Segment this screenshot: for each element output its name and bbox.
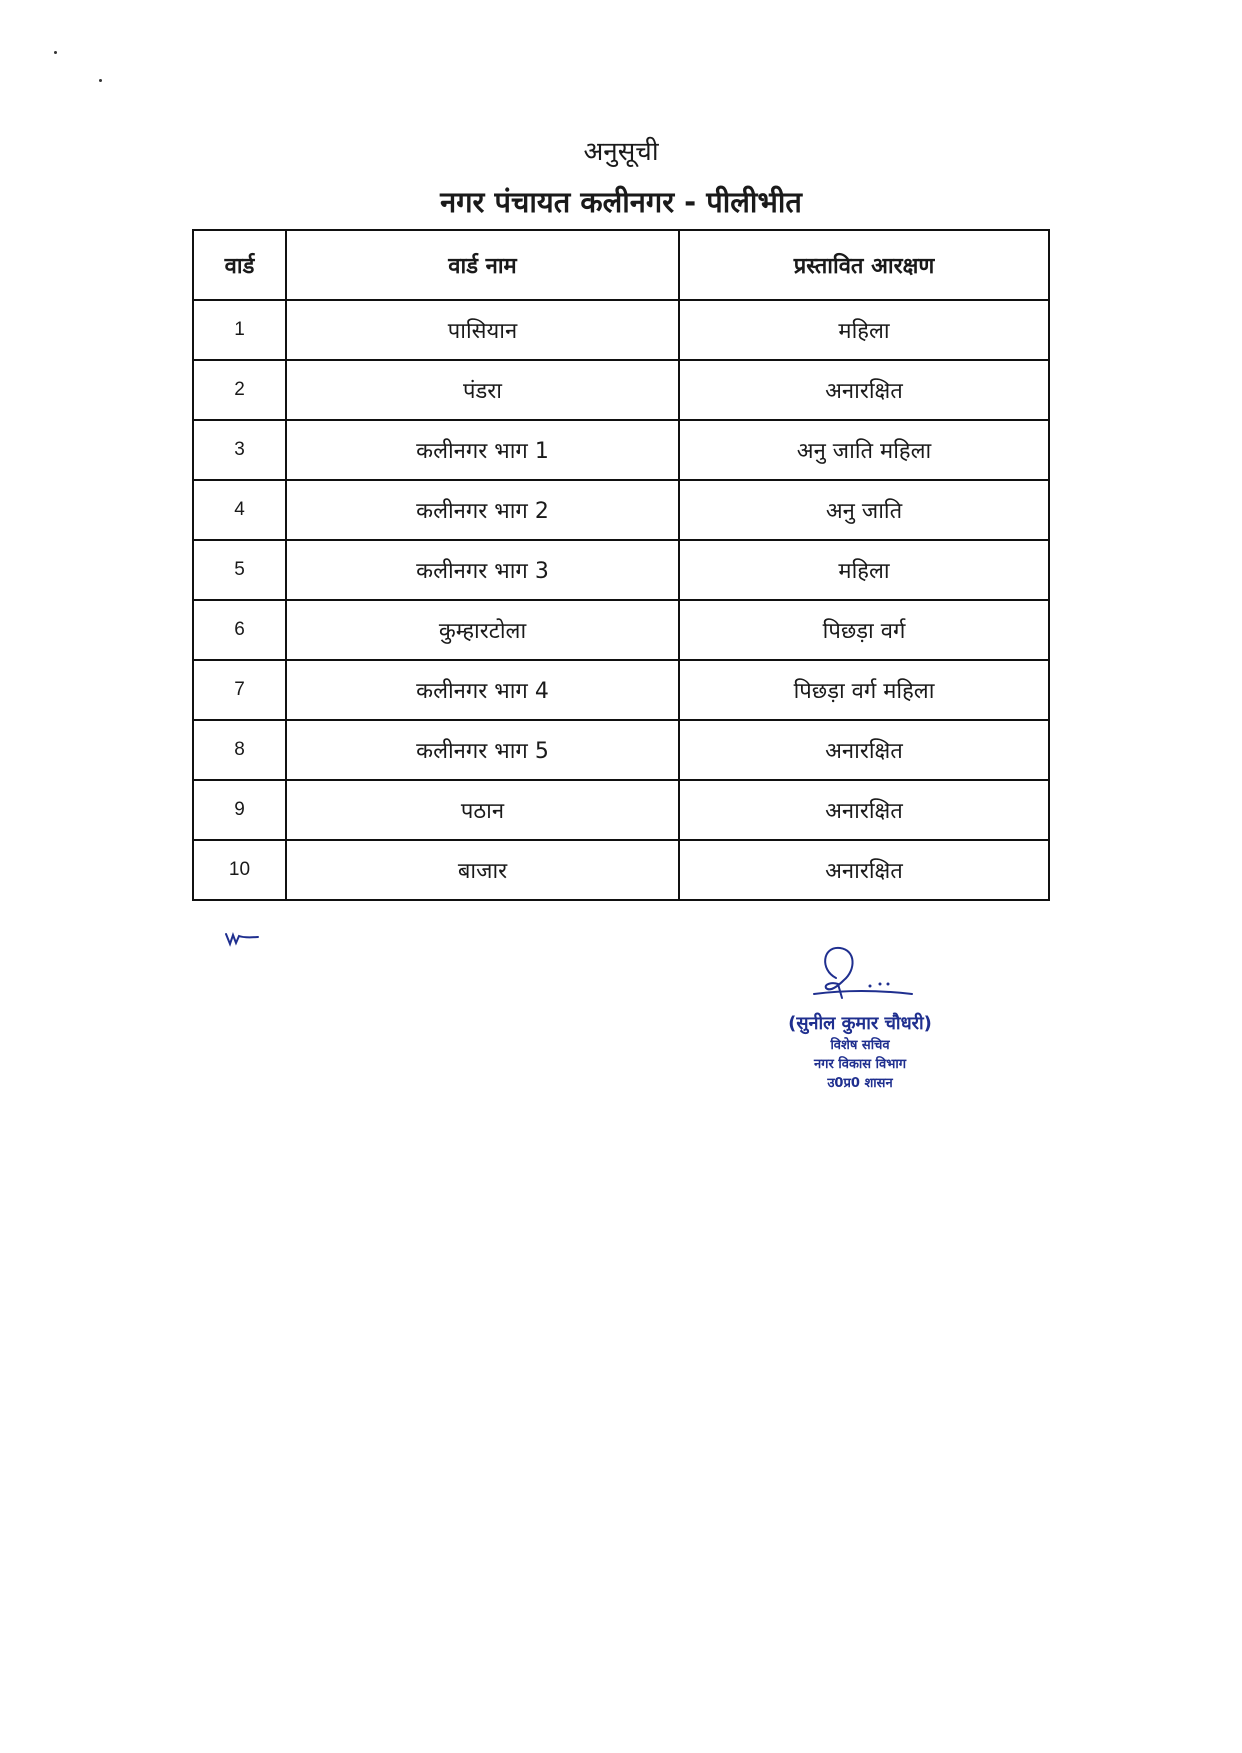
table-row	[193, 480, 1049, 540]
ward-name: कलीनगर भाग 3	[286, 540, 679, 600]
ward-reservation: अनु जाति	[679, 480, 1049, 540]
ward-reservation: अनारक्षित	[679, 360, 1049, 420]
ward-name: कलीनगर भाग 4	[286, 660, 679, 720]
ward-reservation: अनारक्षित	[679, 780, 1049, 840]
table-row	[193, 780, 1049, 840]
table-row	[193, 660, 1049, 720]
scan-speck	[54, 51, 57, 54]
ward-reservation: अनु जाति महिला	[679, 420, 1049, 480]
scan-speck	[99, 79, 102, 82]
ward-reservation: पिछड़ा वर्ग	[679, 600, 1049, 660]
ward-number: 9	[193, 780, 286, 840]
handwritten-signature	[800, 940, 920, 1010]
table-header-row	[193, 230, 1049, 300]
table-row	[193, 600, 1049, 660]
ward-name: कलीनगर भाग 2	[286, 480, 679, 540]
table-row	[193, 720, 1049, 780]
ward-reservation: अनारक्षित	[679, 720, 1049, 780]
ward-reservation: महिला	[679, 300, 1049, 360]
ward-number: 6	[193, 600, 286, 660]
ward-number: 1	[193, 300, 286, 360]
signatory-government: उ0प्र0 शासन	[827, 1076, 893, 1091]
ward-name: कलीनगर भाग 1	[286, 420, 679, 480]
ward-number: 8	[193, 720, 286, 780]
table-row	[193, 540, 1049, 600]
ward-name: पठान	[286, 780, 679, 840]
header-proposed-reservation: प्रस्तावित आरक्षण	[679, 230, 1049, 300]
ward-number: 10	[193, 840, 286, 900]
ward-name: कलीनगर भाग 5	[286, 720, 679, 780]
table-row	[193, 360, 1049, 420]
handwritten-initial-mark	[224, 928, 260, 950]
ward-number: 4	[193, 480, 286, 540]
signatory-block	[760, 1012, 960, 1093]
document-subtitle: अनुसूची	[583, 137, 659, 167]
header-ward: वार्ड	[193, 230, 286, 300]
ward-reservation: महिला	[679, 540, 1049, 600]
signatory-designation: विशेष सचिव	[830, 1038, 890, 1053]
ward-reservation: पिछड़ा वर्ग महिला	[679, 660, 1049, 720]
ward-name: कुम्हारटोला	[286, 600, 679, 660]
ward-name: पंडरा	[286, 360, 679, 420]
ward-number: 7	[193, 660, 286, 720]
document-title: नगर पंचायत कलीनगर - पीलीभीत	[440, 185, 802, 219]
table-row	[193, 300, 1049, 360]
table-row	[193, 420, 1049, 480]
ward-number: 3	[193, 420, 286, 480]
header-ward-name: वार्ड नाम	[286, 230, 679, 300]
reservation-table	[192, 229, 1050, 901]
ward-reservation: अनारक्षित	[679, 840, 1049, 900]
signatory-department: नगर विकास विभाग	[813, 1057, 907, 1072]
ward-name: पासियान	[286, 300, 679, 360]
ward-number: 2	[193, 360, 286, 420]
signatory-name: (सुनील कुमार चौधरी)	[788, 1013, 932, 1034]
ward-name: बाजार	[286, 840, 679, 900]
ward-number: 5	[193, 540, 286, 600]
table-row	[193, 840, 1049, 900]
